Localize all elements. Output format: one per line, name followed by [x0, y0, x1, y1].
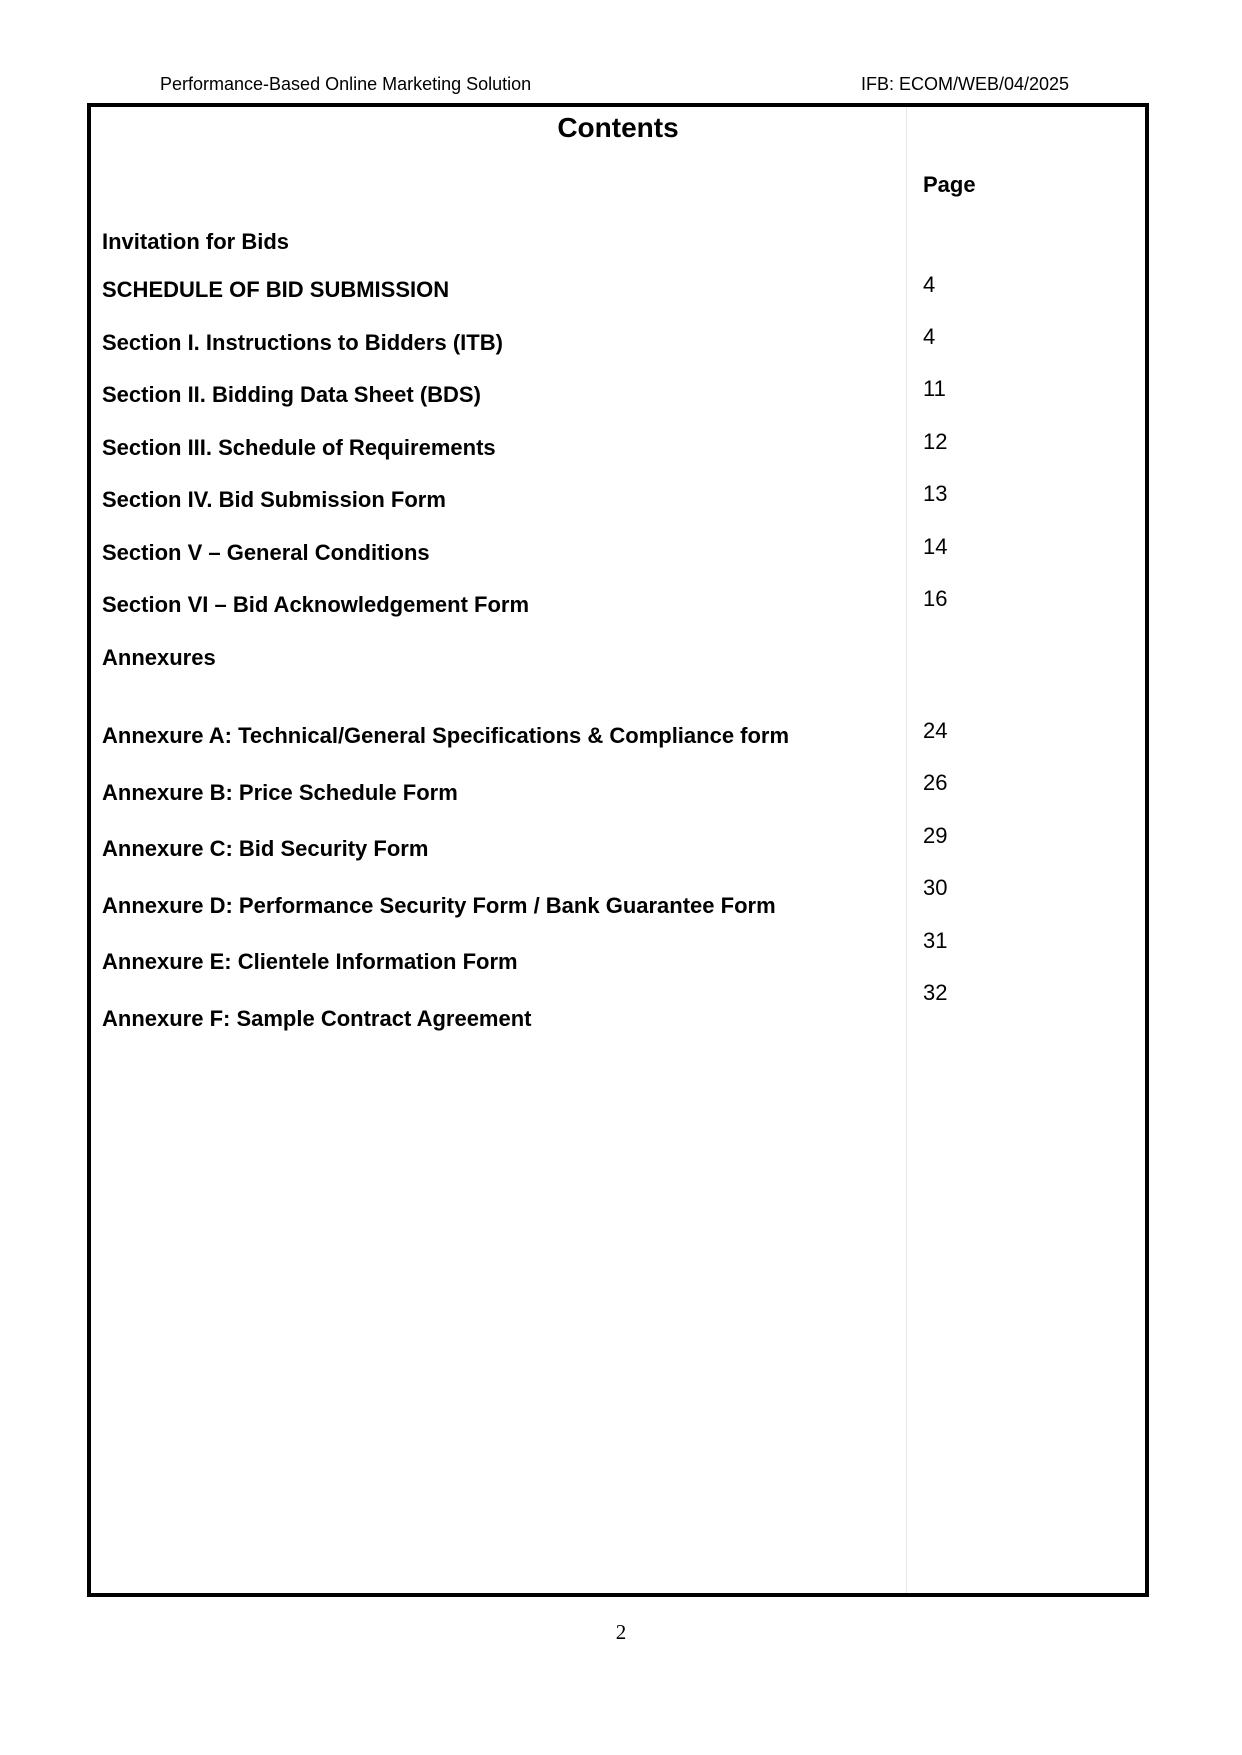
toc-entry-invitation-label: Invitation for Bids: [102, 229, 289, 254]
toc-entry-section-3-label: Section III. Schedule of Requirements: [102, 435, 496, 460]
toc-entry-annexure-c-label: Annexure C: Bid Security Form: [102, 836, 429, 861]
toc-entry-schedule-page: 4: [923, 272, 936, 297]
toc-entry-annexure-c-page: 29: [923, 823, 948, 848]
toc-entry-section-2-page: 11: [923, 376, 946, 401]
toc-entry-annexure-a-page: 24: [923, 718, 948, 743]
page-header: [0, 74, 1242, 98]
toc-entry-schedule-label: SCHEDULE OF BID SUBMISSION: [102, 277, 450, 302]
ifb-reference: IFB: ECOM/WEB/04/2025: [861, 74, 1070, 94]
toc-entry-section-5-page: 14: [923, 534, 948, 559]
page-column-heading: Page: [923, 172, 976, 197]
toc-entry-annexure-f-label: Annexure F: Sample Contract Agreement: [102, 1006, 532, 1031]
toc-entry-annexure-d-label: Annexure D: Performance Security Form / Bank Guarantee Form: [102, 893, 776, 918]
toc-entry-annexure-e-label: Annexure E: Clientele Information Form: [102, 949, 518, 974]
toc-entry-section-1-label: Section I. Instructions to Bidders (ITB): [102, 330, 503, 355]
toc-entry-section-4-page: 13: [923, 481, 948, 506]
contents-title: Contents: [557, 112, 679, 143]
table-of-contents: [87, 103, 1149, 1597]
toc-entry-annexure-e-page: 31: [923, 928, 948, 953]
toc-entry-section-6-page: 16: [923, 586, 948, 611]
column-divider: [906, 107, 907, 1593]
toc-entry-annexure-b-page: 26: [923, 770, 948, 795]
page-number: 2: [615, 1620, 627, 1644]
toc-entry-annexure-d-page: 30: [923, 875, 948, 900]
toc-entry-section-6-label: Section VI – Bid Acknowledgement Form: [102, 592, 530, 617]
toc-entry-section-2-label: Section II. Bidding Data Sheet (BDS): [102, 382, 481, 407]
toc-entry-annexure-a-label: Annexure A: Technical/General Specifications & Compliance form: [102, 723, 790, 748]
toc-entry-section-4-label: Section IV. Bid Submission Form: [102, 487, 446, 512]
toc-entry-annexures-label: Annexures: [102, 645, 216, 670]
toc-entry-section-1-page: 4: [923, 324, 936, 349]
toc-entry-annexure-f-page: 32: [923, 980, 948, 1005]
toc-entry-annexure-b-label: Annexure B: Price Schedule Form: [102, 780, 458, 805]
document-title: Performance-Based Online Marketing Solution: [160, 74, 532, 94]
toc-entry-section-5-label: Section V – General Conditions: [102, 540, 430, 565]
toc-entry-section-3-page: 12: [923, 429, 948, 454]
